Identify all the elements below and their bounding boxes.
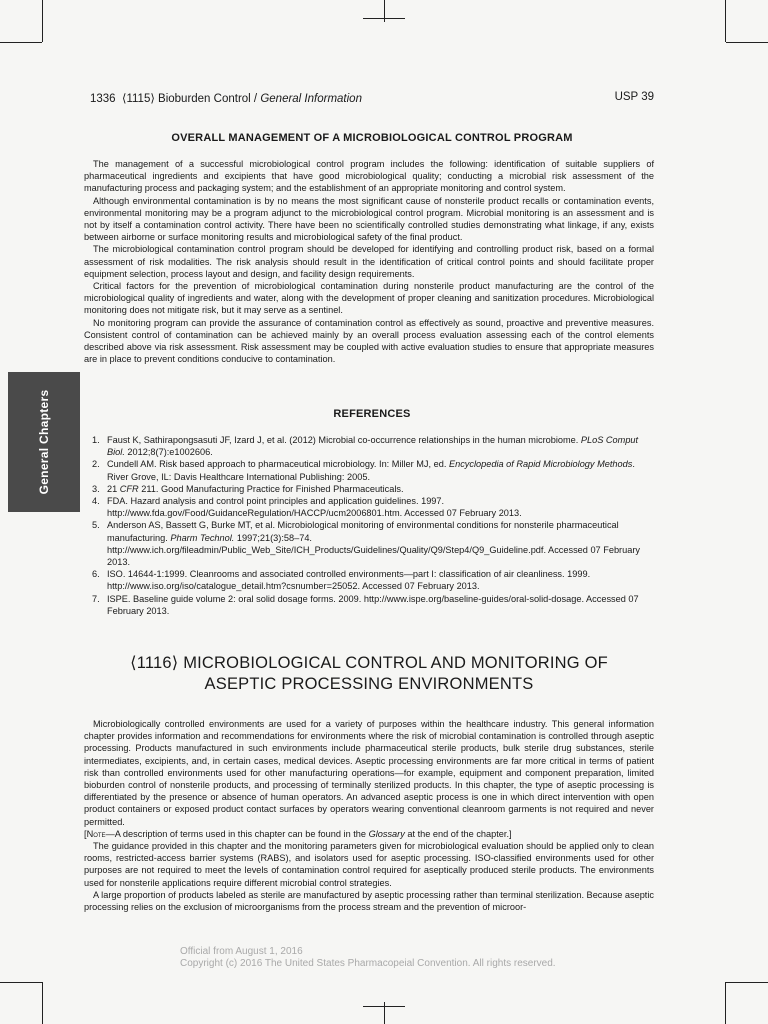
registration-mark	[384, 0, 385, 22]
paragraph: The microbiological contamination control program should be developed for identifying and controlling product risk, based on a formal assessment of risk modalities. The risk analysis should result in the identification of critical control points and should facilitate proper equipment selection, process layout and design, and facility design requirements.	[84, 244, 654, 279]
crop-mark	[42, 982, 43, 1024]
crop-mark	[725, 0, 726, 42]
note-paragraph: [Note—A description of terms used in this chapter can be found in the Glossary at the end of the chapter.]	[84, 828, 512, 839]
section-heading: OVERALL MANAGEMENT OF A MICROBIOLOGICAL CONTROL PROGRAM	[171, 132, 573, 144]
reference-item: 6. ISO. 14644-1:1999. Cleanrooms and associated controlled environments—part I: classification of air cleanliness. 1999. http://www.iso.org/iso/catalogue_detail.htm?csnumber=25052. Accessed 07 February 2013.	[92, 569, 591, 592]
paragraph: Microbiologically controlled environments are used for a variety of purposes within the healthcare industry. This general information chapter provides information and recommendations for environments where the risk of microbial contamination is controlled through aseptic processing. Products manufactured in such environments include pharmaceutical sterile products, bulk sterile drug substances, sterile intermediates, excipients, and, in certain cases, medical devices. Aseptic processing environments are far more critical in terms of patient risk than controlled environments used for other manufacturing operations—for example, equipment and component preparation, limited bioburden control of nonsterile products, and processing of terminally sterilized products. In this chapter, the type of aseptic processing is differentiated by the presence or absence of human operators. An advanced aseptic process is one in which direct intervention with open product containers or exposed product contact surfaces by operators wearing conventional cleanroom garments is not required and never permitted.	[84, 719, 654, 827]
official-date: Official from August 1, 2016	[180, 946, 303, 957]
reference-item: 5. Anderson AS, Bassett G, Burke MT, et al. Microbiological monitoring of environmental conditions for nonsterile pharmaceutical manufacturing. Pharm Technol. 1997;21(3):58–74. http://www.ich.org/fileadmin/Public_Web_Site/ICH_Products/Guidelines/Quality/Q9/Step4/Q9_Guideline.pdf. Accessed 07 February 2013.	[92, 520, 640, 568]
reference-item: 7. ISPE. Baseline guide volume 2: oral solid dosage forms. 2009. http://www.ispe.org/baseline-guides/oral-solid-dosage. Accessed 07 February 2013.	[92, 593, 639, 616]
paragraph: The guidance provided in this chapter and the monitoring parameters given for microbiological evaluation should be applied only to clean rooms, restricted-access barrier systems (RABS), and isolators used for aseptic processing. ISO-classified environments used for other purposes are not required to meet the levels of contamination control required for aseptically produced sterile products. The environments used for nonsterile applications require different microbial control strategies.	[84, 841, 654, 888]
copyright-line: Copyright (c) 2016 The United States Pharmacopeial Convention. All rights reserved.	[180, 958, 556, 969]
edition-label: USP 39	[614, 91, 654, 103]
section-name: General Information	[260, 93, 362, 105]
references-list	[92, 434, 654, 617]
note-label: Note	[86, 828, 106, 839]
registration-mark	[384, 1002, 385, 1024]
crop-mark	[725, 982, 726, 1024]
glossary-term: Glossary	[368, 828, 405, 839]
page-number: 1336	[90, 93, 116, 105]
crop-mark	[726, 42, 768, 43]
references-heading: REFERENCES	[333, 408, 411, 420]
copyright-footer	[180, 946, 556, 970]
crop-mark	[0, 42, 42, 43]
side-tab	[8, 372, 80, 512]
crop-mark	[42, 0, 43, 42]
chapter-reference: ⟨1115⟩ Bioburden Control	[121, 93, 251, 105]
paragraph: A large proportion of products labeled as sterile are manufactured by aseptic processing rather than terminal sterilization. Because aseptic processing relies on the exclusion of microorganisms from the process stream and the prevention of microor-	[84, 889, 654, 913]
side-tab-label: General Chapters	[37, 389, 51, 495]
reference-item: 4. FDA. Hazard analysis and control point principles and application guidelines. 1997. http://www.fda.gov/Food/GuidanceRegulation/HACCP/ucm2006801.htm. Accessed 07 February 2013.	[92, 496, 522, 519]
paragraph: No monitoring program can provide the assurance of contamination control as effectively as sound, proactive and preventive measures. Consistent control of contamination can be achieved mainly by an overall process evaluation assessing each of the control elements described above via risk assessment. Risk assessment may be coupled with active evaluation studies to ensure that appropriate measures are in place to prevent conditions conducive to contamination.	[84, 317, 654, 365]
crop-mark	[726, 982, 768, 983]
crop-mark	[0, 982, 42, 983]
section-body	[84, 158, 654, 365]
reference-item: 2. Cundell AM. Risk based approach to pharmaceutical microbiology. In: Miller MJ, ed. Encyclopedia of Rapid Microbiology Methods. River Grove, IL: Davis Healthcare International Publishing: 2005.	[92, 459, 635, 482]
reference-item: 1. Faust K, Sathirapongsasuti JF, Izard J, et al. (2012) Microbial co-occurrence relationships in the human microbiome. PLoS Comput Biol. 2012;8(7):e1002606.	[92, 435, 639, 458]
paragraph: Critical factors for the prevention of microbiological contamination during nonsterile product manufacturing are the control of the microbiological quality of ingredients and water, along with the development of proper cleaning and sanitization procedures. Microbiological monitoring does not mitigate risk, but it may serve as a sentinel.	[84, 281, 654, 316]
reference-item: 3. 21 CFR 211. Good Manufacturing Practice for Finished Pharmaceuticals.	[92, 483, 404, 494]
chapter-body	[84, 718, 654, 913]
paragraph: Although environmental contamination is by no means the most significant cause of nonsterile product recalls or contamination events, environmental monitoring may be a program adjunct to the microbiological control program. Microbial monitoring is an assessment and is not by itself a contamination control activity. There have been no scientifically controlled studies demonstrating what linkage, if any, exists between airborne or surface monitoring results and microbiological safety of the final product.	[84, 195, 654, 243]
paragraph: The management of a successful microbiological control program includes the following: identification of suitable suppliers of pharmaceutical ingredients and excipients that have good microbiological quality; conducting a microbial risk assessment of the manufacturing process and packaging system; and the establishment of an appropriate monitoring and control system.	[84, 159, 654, 194]
chapter-title: ⟨1116⟩ MICROBIOLOGICAL CONTROL AND MONITORING OF ASEPTIC PROCESSING ENVIRONMENTS	[130, 654, 608, 693]
